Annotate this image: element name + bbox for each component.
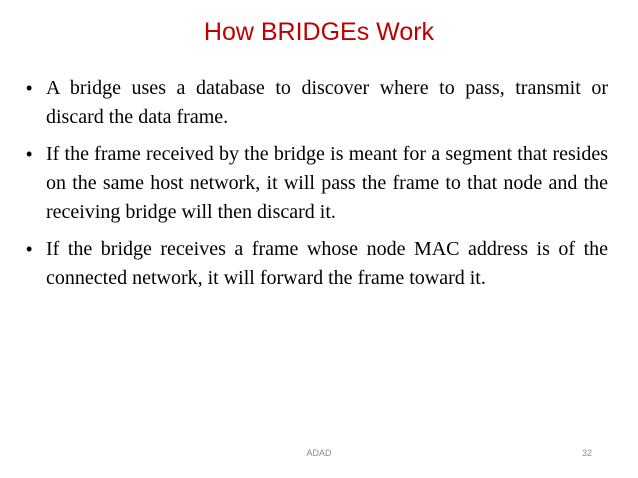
bullet-item bbox=[26, 235, 608, 293]
bullet-dot-icon: • bbox=[26, 239, 33, 259]
page-number: 32 bbox=[581, 448, 592, 458]
slide-title: How BRIDGEs Work bbox=[203, 18, 435, 46]
bullet-dot-icon: • bbox=[26, 78, 33, 98]
bullet-text: If the frame received by the bridge is meant for a segment that resides on the same host network, it will pass the frame to that node and the receiving bridge will then discard it. bbox=[46, 143, 608, 223]
bullet-item bbox=[26, 74, 608, 132]
bullet-list bbox=[26, 74, 608, 301]
bullet-text: A bridge uses a database to discover where to pass, transmit or discard the data frame. bbox=[46, 77, 608, 128]
bullet-item bbox=[26, 140, 608, 227]
footer-label: ADAD bbox=[306, 448, 332, 458]
bullet-dot-icon: • bbox=[26, 144, 33, 164]
bullet-text: If the bridge receives a frame whose node MAC address is of the connected network, it will forward the frame toward it. bbox=[46, 238, 608, 289]
